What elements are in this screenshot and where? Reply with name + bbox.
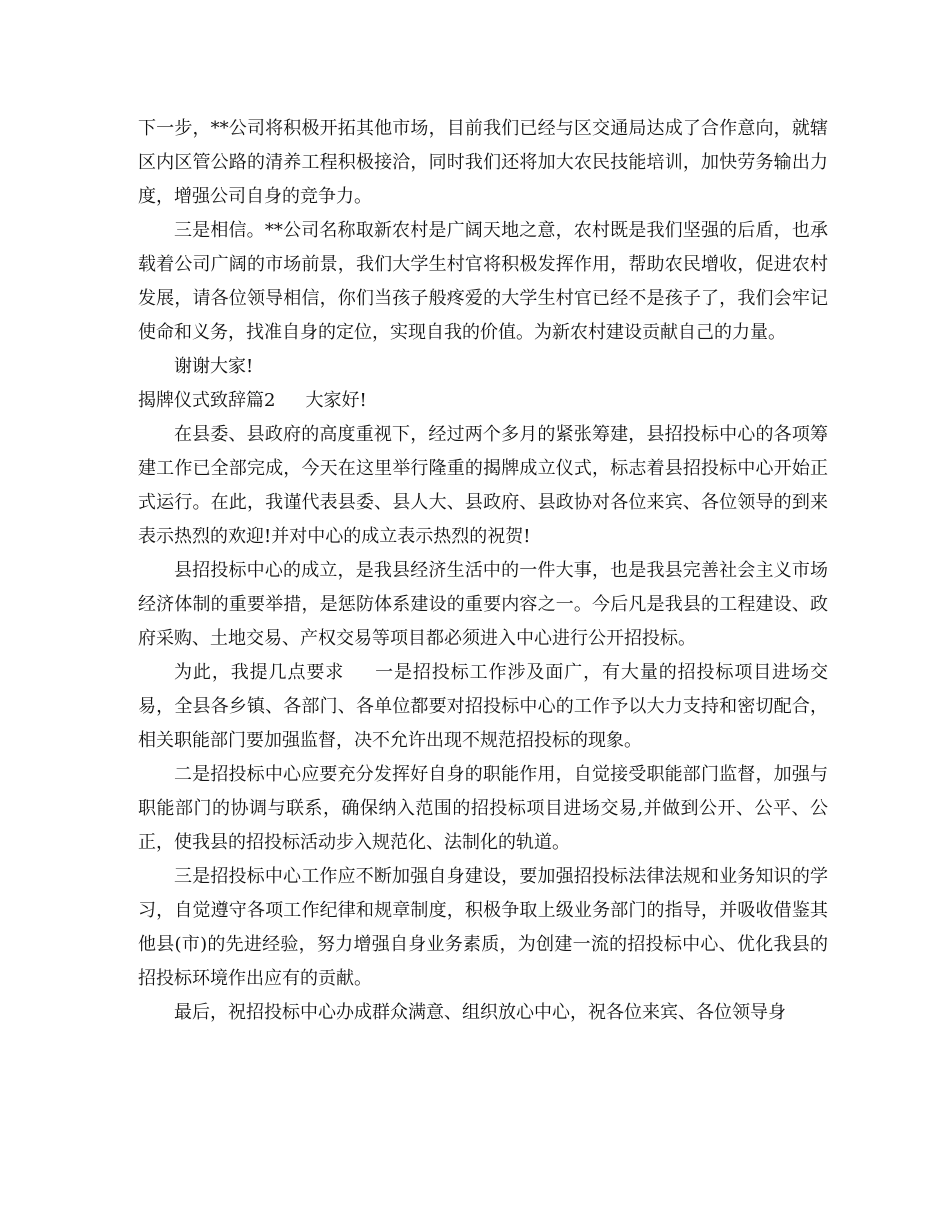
speech-greeting: 大家好! <box>305 390 367 411</box>
paragraph-opening: 在县委、县政府的高度重视下，经过两个多月的紧张筹建，县招投标中心的各项筹建工作已全部完成，今天在这里举行隆重的揭牌成立仪式，标志着县招投标中心开始正式运行。在此，我谨代表县委、县人大、县政府、县政协对各位来宾、各位领导的到来表示热烈的欢迎!并对中心的成立表示热烈的祝贺! <box>138 424 828 547</box>
speech-title: 揭牌仪式致辞篇2 <box>138 390 276 411</box>
speech-heading-line <box>138 384 828 418</box>
paragraph-believe: 三是相信。**公司名称取新农村是广阔天地之意，农村既是我们坚强的后盾，也承载着公司广阔的市场前景，我们大学生村官将积极发挥作用，帮助农民增收，促进农村发展，请各位领导相信，你们当孩子般疼爱的大学生村官已经不是孩子了，我们会牢记使命和义务，找准自身的定位，实现自我的价值。为新农村建设贡献自己的力量。 <box>138 220 828 343</box>
document-page <box>138 112 828 1030</box>
requirements-first: 一是招投标工作涉及面广，有大量的招投标项目进场交易，全县各乡镇、各部门、各单位都要对招投标中心的工作予以大力支持和密切配合，相关职能部门要加强监督，决不允许出现不规范招投标的现象。 <box>138 662 829 751</box>
paragraph-market-expansion: 下一步，**公司将积极开拓其他市场，目前我们已经与区交通局达成了合作意向，就辖区内区管公路的清养工程积极接洽，同时我们还将加大农民技能培训，加快劳务输出力度，增强公司自身的竞争力。 <box>138 118 828 207</box>
paragraph-requirement-three: 三是招投标中心工作应不断加强自身建设，要加强招投标法律法规和业务知识的学习，自觉遵守各项工作纪律和规章制度，积极争取上级业务部门的指导，并吸收借鉴其他县(市)的先进经验，努力增强自身业务素质，为创建一流的招投标中心、优化我县的招投标环境作出应有的贡献。 <box>138 866 828 989</box>
paragraph-center-importance: 县招投标中心的成立，是我县经济生活中的一件大事，也是我县完善社会主义市场经济体制的重要举措，是惩防体系建设的重要内容之一。今后凡是我县的工程建设、政府采购、土地交易、产权交易等项目都必须进入中心进行公开招投标。 <box>138 560 828 649</box>
paragraph-thanks: 谢谢大家! <box>174 356 254 377</box>
paragraph-closing: 最后，祝招投标中心办成群众满意、组织放心中心，祝各位来宾、各位领导身 <box>174 1002 786 1023</box>
requirements-lead: 为此，我提几点要求 <box>174 662 345 683</box>
paragraph-requirements-intro <box>138 656 828 758</box>
paragraph-requirement-two: 二是招投标中心应要充分发挥好自身的职能作用，自觉接受职能部门监督，加强与职能部门的协调与联系，确保纳入范围的招投标项目进场交易,并做到公开、公平、公正，使我县的招投标活动步入规范化、法制化的轨道。 <box>138 764 828 853</box>
